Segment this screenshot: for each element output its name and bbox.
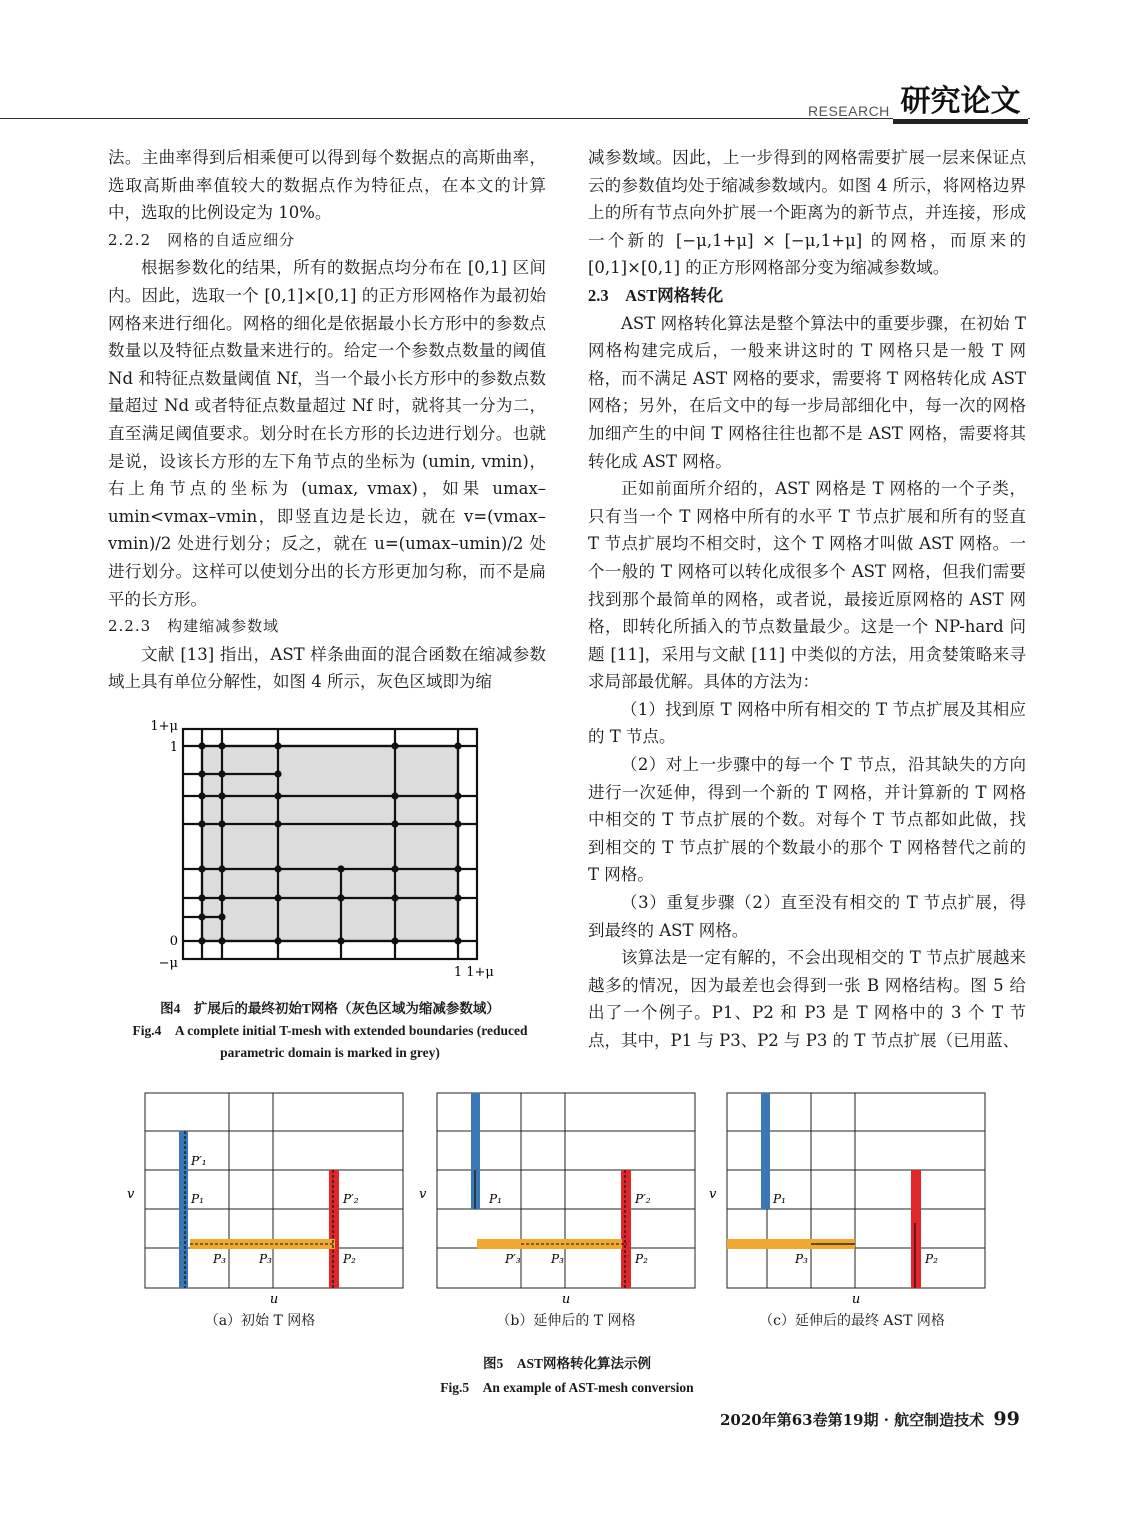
page-footer <box>720 1408 1020 1430</box>
svg-text:P₃: P₃ <box>259 1252 272 1266</box>
right-paragraph-4: 该算法是一定有解的，不会出现相交的 T 节点扩展越来越多的情况，因为最差也会得到一张 B 网格结构。图 5 给出了一个例子。P1、P2 和 P3 是 T 网格中的 3 个 T 节点，其中，P1 与 P3、P2 与 P3 的 T 节点扩展（已用蓝、 <box>588 948 1026 1050</box>
svg-text:P₃: P₃ <box>795 1252 808 1266</box>
subsection-heading-2-2-3: 2.2.3 构建缩减参数域 <box>108 617 280 636</box>
right-paragraph-2: AST 网格转化算法是整个算法中的重要步骤，在初始 T 网格构建完成后，一般来讲这时的 T 网格只是一般 T 网格，而不满足 AST 网格的要求，需要将 T 网格转化成 AST 网格；另外，在后文中的每一步局部细化中，每一次的网格加细产生的中间 T 网格往往也都不是 AST 网格，需要将其转化成 AST 网格。 <box>588 313 1026 471</box>
reduced-domain-region <box>202 746 458 941</box>
fig4-xlabel-end: 1+μ <box>466 965 494 980</box>
panel-c-axis-v: v <box>709 1187 717 1202</box>
fig4-ylabel-top: 1+μ <box>150 719 178 734</box>
right-paragraph-3: 正如前面所介绍的，AST 网格是 T 网格的一个子类，只有当一个 T 网格中所有的水平 T 节点扩展和所有的竖直 T 节点扩展均不相交时，这个 T 网格才叫做 AST 网格。一个一般的 T 网格可以转化成很多个 AST 网格，但我们需要找到那个最简单的网格，或者说，最接近原网格的 AST 网格，即转化所插入的节点数量最少。这是一个 NP-hard 问题 [11]，采用与文献 [11] 中类似的方法，用贪婪策略来寻求局部最优解。具体的方法为： <box>588 479 1026 692</box>
svg-text:P₃: P₃ <box>213 1252 226 1266</box>
panel-c-axis-u: u <box>851 1292 861 1307</box>
red-extension-c <box>911 1170 921 1288</box>
svg-text:P₁: P₁ <box>773 1192 786 1206</box>
left-paragraph-1: 法。主曲率得到后相乘便可以得到每个数据点的高斯曲率，选取高斯曲率值较大的数据点作为特征点，在本文的计算中，选取的比例设定为 10%。 <box>108 148 546 223</box>
fig4-ylabel-bottom: −μ <box>158 956 178 971</box>
fig4-ylabel-one: 1 <box>169 740 178 755</box>
fig5-caption-en: Fig.5 An example of AST-mesh conversion <box>440 1380 694 1395</box>
header-section-cn: 研究论文 <box>893 80 1028 124</box>
right-column <box>588 144 1026 1055</box>
figure-4-tmesh <box>148 714 508 984</box>
fig5-caption-cn: 图5 AST网格转化算法示例 <box>482 1356 651 1371</box>
svg-text:P′₂: P′₂ <box>635 1192 651 1206</box>
panel-b-extended-tmesh <box>437 1093 695 1288</box>
left-column <box>108 144 546 696</box>
figure-4-caption <box>100 998 560 1064</box>
header-section-en: RESEARCH <box>808 103 890 119</box>
left-paragraph-3: 文献 [13] 指出，AST 样条曲面的混合函数在缩减参数域上具有单位分解性，如图 4 所示，灰色区域即为缩 <box>108 644 546 692</box>
fig4-caption-en-1: Fig.4 A complete initial T-mesh with extended boundaries (reduced <box>132 1023 528 1038</box>
panel-a-initial-tmesh <box>145 1093 403 1288</box>
figure-5-ast-conversion <box>115 1083 1005 1338</box>
fig5-subcaption-c: （c）延伸后的最终 AST 网格 <box>759 1313 945 1329</box>
footer-issue: 2020年第63卷第19期 · 航空制造技术 <box>720 1411 985 1429</box>
step-1: （1）找到原 T 网格中所有相交的 T 节点扩展及其相应的 T 节点。 <box>588 699 1026 747</box>
svg-text:P₁: P₁ <box>489 1192 502 1206</box>
fig5-subcaption-a: （a）初始 T 网格 <box>204 1313 316 1329</box>
red-extension-b <box>621 1170 631 1288</box>
svg-text:P₃: P₃ <box>551 1252 564 1266</box>
blue-extension-a <box>179 1131 188 1288</box>
fig5-subcaption-b: （b）延伸后的 T 网格 <box>496 1313 636 1329</box>
fig4-ylabel-zero: 0 <box>169 934 178 949</box>
panel-b-axis-u: u <box>561 1292 571 1307</box>
subsection-heading-2-2-2: 2.2.2 网格的自适应细分 <box>108 230 296 249</box>
svg-text:P₂: P₂ <box>925 1252 938 1266</box>
step-2: （2）对上一步骤中的每一个 T 节点，沿其缺失的方向进行一次延伸，得到一个新的 T 网格，并计算新的 T 网格中相交的 T 节点扩展的个数。对每个 T 节点都如此做，找到相交的 T 节点扩展的个数最小的那个 T 网格替代之前的 T 网格。 <box>588 755 1026 885</box>
panel-c-final-ast-mesh <box>727 1093 985 1288</box>
panel-a-axis-v: v <box>127 1187 135 1202</box>
right-paragraph-1: 减参数域。因此，上一步得到的网格需要扩展一层来保证点云的参数值均处于缩减参数域内。如图 4 所示，将网格边界上的所有节点向外扩展一个距离为的新节点，并连接，形成一个新的 [−μ,1+μ] × [−μ,1+μ] 的网格，而原来的 [0,1]×[0,1] 的正方形网格部分变为缩减参数域。 <box>588 148 1026 278</box>
section-heading-2-3: 2.3 AST网格转化 <box>588 285 724 305</box>
red-extension-a <box>329 1170 339 1288</box>
svg-text:P′₁: P′₁ <box>191 1154 207 1168</box>
blue-extension-c <box>761 1093 770 1209</box>
fig4-caption-cn: 图4 扩展后的最终初始T网格（灰色区域为缩减参数域） <box>160 1001 500 1016</box>
orange-extension-b <box>477 1239 622 1249</box>
step-3: （3）重复步骤（2）直至没有相交的 T 节点扩展，得到最终的 AST 网格。 <box>588 893 1026 940</box>
panel-a-axis-u: u <box>269 1292 279 1307</box>
svg-text:P′₃: P′₃ <box>505 1252 521 1266</box>
fig4-caption-en-2: parametric domain is marked in grey) <box>220 1045 440 1060</box>
page-number: 99 <box>993 1408 1020 1430</box>
fig4-xlabel-one: 1 <box>453 965 463 980</box>
panel-b-axis-v: v <box>419 1187 427 1202</box>
svg-text:P′₂: P′₂ <box>343 1192 359 1206</box>
svg-text:P₁: P₁ <box>191 1192 204 1206</box>
svg-text:P₂: P₂ <box>343 1252 356 1266</box>
svg-text:P₂: P₂ <box>635 1252 648 1266</box>
left-paragraph-2: 根据参数化的结果，所有的数据点均分布在 [0,1] 区间内。因此，选取一个 [0,1]×[0,1] 的正方形网格作为最初始网格来进行细化。网格的细化是依据最小长方形中的参数点数量以及特征点数量来进行的。给定一个参数点数量的阈值 Nd 和特征点数量阈值 Nf，当一个最小长方形中的参数点数量超过 Nd 或者特征点数量超过 Nf 时，就将其一分为二，直至满足阈值要求。划分时在长方形的长边进行划分。也就是说，设该长方形的左下角节点的坐标为 (umin, vmin)，右上角节点的坐标为 (umax, vmax)，如果 umax–umin<vmax–vmin，即竖直边是长边，就在 v=(vmax–vmin)/2 处进行划分；反之，就在 u=(umax–umin)/2 处进行划分。这样可以使划分出的长方形更加匀称，而不是扁平的长方形。 <box>108 258 546 609</box>
figure-5-caption <box>300 1352 834 1400</box>
